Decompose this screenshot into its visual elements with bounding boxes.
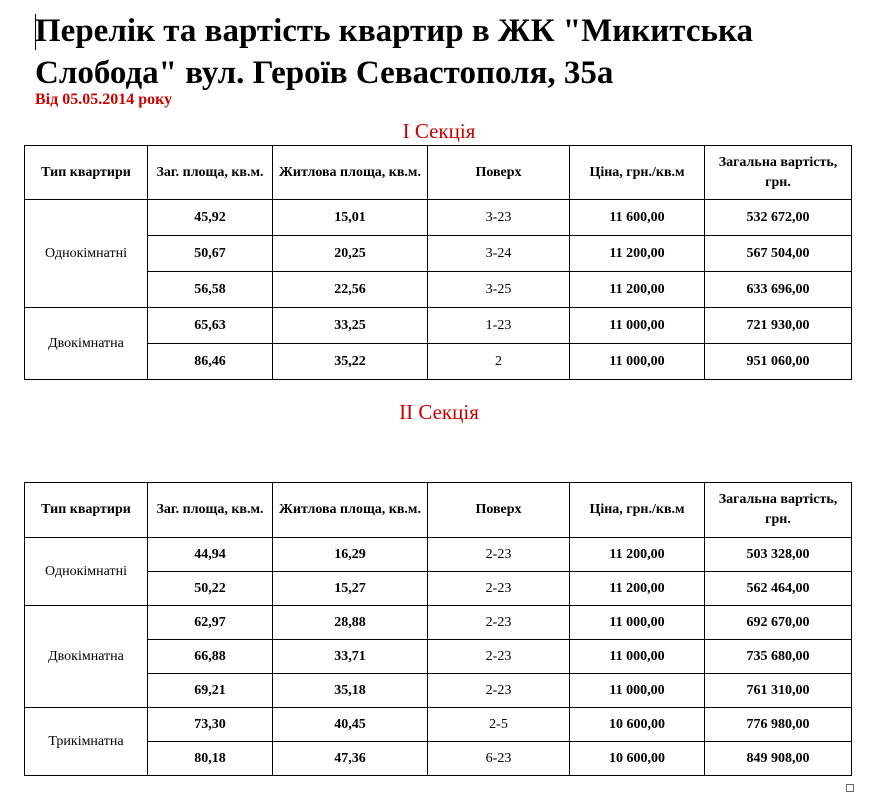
total-cost: 633 696,00 bbox=[705, 272, 852, 308]
living-area: 15,27 bbox=[273, 572, 428, 606]
header-floor: Поверх bbox=[428, 146, 570, 200]
living-area: 16,29 bbox=[273, 538, 428, 572]
table-row bbox=[25, 708, 852, 742]
total-cost: 761 310,00 bbox=[705, 674, 852, 708]
floor: 6-23 bbox=[428, 742, 570, 776]
price: 11 200,00 bbox=[570, 236, 705, 272]
living-area: 33,71 bbox=[273, 640, 428, 674]
price: 11 600,00 bbox=[570, 200, 705, 236]
apartment-type: Двокімнатна bbox=[25, 308, 148, 380]
apartment-type: Однокімнатні bbox=[25, 200, 148, 308]
table-row bbox=[25, 200, 852, 236]
total-area: 44,94 bbox=[148, 538, 273, 572]
price: 11 200,00 bbox=[570, 572, 705, 606]
total-area: 80,18 bbox=[148, 742, 273, 776]
total-cost: 562 464,00 bbox=[705, 572, 852, 606]
floor: 3-24 bbox=[428, 236, 570, 272]
total-area: 65,63 bbox=[148, 308, 273, 344]
section-1-title: I Секція bbox=[402, 119, 476, 143]
price: 11 000,00 bbox=[570, 308, 705, 344]
table-header-row bbox=[25, 146, 852, 200]
apartment-type: Однокімнатні bbox=[25, 538, 148, 606]
apartment-type: Двокімнатна bbox=[25, 606, 148, 708]
header-total-area: Заг. площа, кв.м. bbox=[148, 483, 273, 538]
price: 11 000,00 bbox=[570, 640, 705, 674]
price: 10 600,00 bbox=[570, 708, 705, 742]
table-row bbox=[25, 538, 852, 572]
living-area: 20,25 bbox=[273, 236, 428, 272]
header-total-area: Заг. площа, кв.м. bbox=[148, 146, 273, 200]
header-price: Ціна, грн./кв.м bbox=[570, 483, 705, 538]
price: 10 600,00 bbox=[570, 742, 705, 776]
price: 11 200,00 bbox=[570, 272, 705, 308]
price: 11 000,00 bbox=[570, 674, 705, 708]
floor: 2-5 bbox=[428, 708, 570, 742]
total-area: 45,92 bbox=[148, 200, 273, 236]
living-area: 22,56 bbox=[273, 272, 428, 308]
floor: 3-25 bbox=[428, 272, 570, 308]
living-area: 28,88 bbox=[273, 606, 428, 640]
header-floor: Поверх bbox=[428, 483, 570, 538]
living-area: 40,45 bbox=[273, 708, 428, 742]
apartment-type: Трикімнатна bbox=[25, 708, 148, 776]
table-row bbox=[25, 606, 852, 640]
header-price: Ціна, грн./кв.м bbox=[570, 146, 705, 200]
header-total-cost: Загальна вартість, грн. bbox=[705, 483, 852, 538]
section-2-title: II Секція bbox=[399, 400, 479, 424]
floor: 2-23 bbox=[428, 606, 570, 640]
table-row bbox=[25, 742, 852, 776]
floor: 2-23 bbox=[428, 674, 570, 708]
living-area: 35,18 bbox=[273, 674, 428, 708]
section-1-table bbox=[24, 145, 852, 380]
table-row bbox=[25, 344, 852, 380]
living-area: 47,36 bbox=[273, 742, 428, 776]
table-row bbox=[25, 272, 852, 308]
table-header-row bbox=[25, 483, 852, 538]
table-row bbox=[25, 572, 852, 606]
total-area: 62,97 bbox=[148, 606, 273, 640]
total-cost: 776 980,00 bbox=[705, 708, 852, 742]
section-2-table bbox=[24, 482, 852, 776]
header-living-area: Житлова площа, кв.м. bbox=[273, 483, 428, 538]
living-area: 35,22 bbox=[273, 344, 428, 380]
total-cost: 567 504,00 bbox=[705, 236, 852, 272]
total-cost: 849 908,00 bbox=[705, 742, 852, 776]
total-cost: 951 060,00 bbox=[705, 344, 852, 380]
total-cost: 692 670,00 bbox=[705, 606, 852, 640]
header-type: Тип квартири bbox=[25, 483, 148, 538]
floor: 1-23 bbox=[428, 308, 570, 344]
document-title: Перелік та вартість квартир в ЖК "Микитська Слобода" вул. Героїв Севастополя, 35а bbox=[35, 13, 753, 91]
floor: 2-23 bbox=[428, 640, 570, 674]
total-cost: 735 680,00 bbox=[705, 640, 852, 674]
total-area: 50,67 bbox=[148, 236, 273, 272]
price: 11 000,00 bbox=[570, 606, 705, 640]
header-living-area: Житлова площа, кв.м. bbox=[273, 146, 428, 200]
table-row bbox=[25, 674, 852, 708]
header-type: Тип квартири bbox=[25, 146, 148, 200]
total-area: 50,22 bbox=[148, 572, 273, 606]
document-date: Від 05.05.2014 року bbox=[35, 91, 173, 108]
header-total-cost: Загальна вартість, грн. bbox=[705, 146, 852, 200]
living-area: 33,25 bbox=[273, 308, 428, 344]
floor: 3-23 bbox=[428, 200, 570, 236]
total-cost: 532 672,00 bbox=[705, 200, 852, 236]
table-resize-handle[interactable] bbox=[846, 784, 854, 792]
floor: 2-23 bbox=[428, 572, 570, 606]
floor: 2-23 bbox=[428, 538, 570, 572]
total-cost: 503 328,00 bbox=[705, 538, 852, 572]
total-area: 56,58 bbox=[148, 272, 273, 308]
total-area: 86,46 bbox=[148, 344, 273, 380]
table-row bbox=[25, 640, 852, 674]
price: 11 200,00 bbox=[570, 538, 705, 572]
floor: 2 bbox=[428, 344, 570, 380]
total-area: 73,30 bbox=[148, 708, 273, 742]
total-cost: 721 930,00 bbox=[705, 308, 852, 344]
price: 11 000,00 bbox=[570, 344, 705, 380]
total-area: 69,21 bbox=[148, 674, 273, 708]
table-row bbox=[25, 236, 852, 272]
living-area: 15,01 bbox=[273, 200, 428, 236]
table-row bbox=[25, 308, 852, 344]
total-area: 66,88 bbox=[148, 640, 273, 674]
